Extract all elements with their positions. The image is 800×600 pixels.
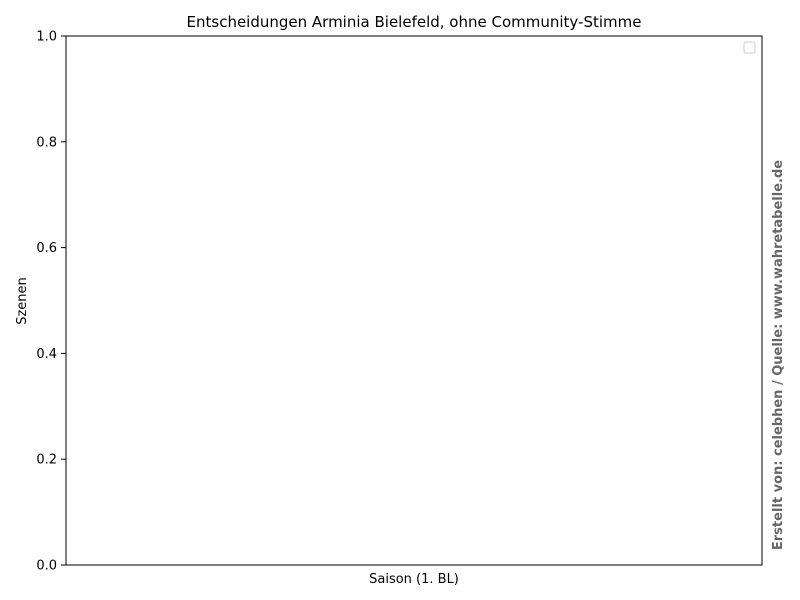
y-axis-ticks	[36, 30, 66, 574]
y-tick-label: 0.6	[36, 241, 57, 257]
y-axis-label: Szenen	[15, 277, 30, 325]
y-tick-label: 1.0	[36, 29, 57, 45]
y-tick-label: 0.0	[36, 558, 57, 574]
legend-box	[744, 42, 755, 53]
y-tick-label: 0.8	[36, 135, 57, 151]
y-tick-label: 0.2	[36, 452, 57, 468]
credit-text: Erstellt von: celebhen / Quelle: www.wahretabelle.de	[771, 159, 786, 551]
y-tick-label: 0.4	[36, 346, 57, 362]
x-axis-label: Saison (1. BL)	[369, 572, 459, 587]
chart-title: Entscheidungen Arminia Bielefeld, ohne Community-Stimme	[186, 13, 642, 31]
plot-area-frame	[66, 36, 762, 565]
